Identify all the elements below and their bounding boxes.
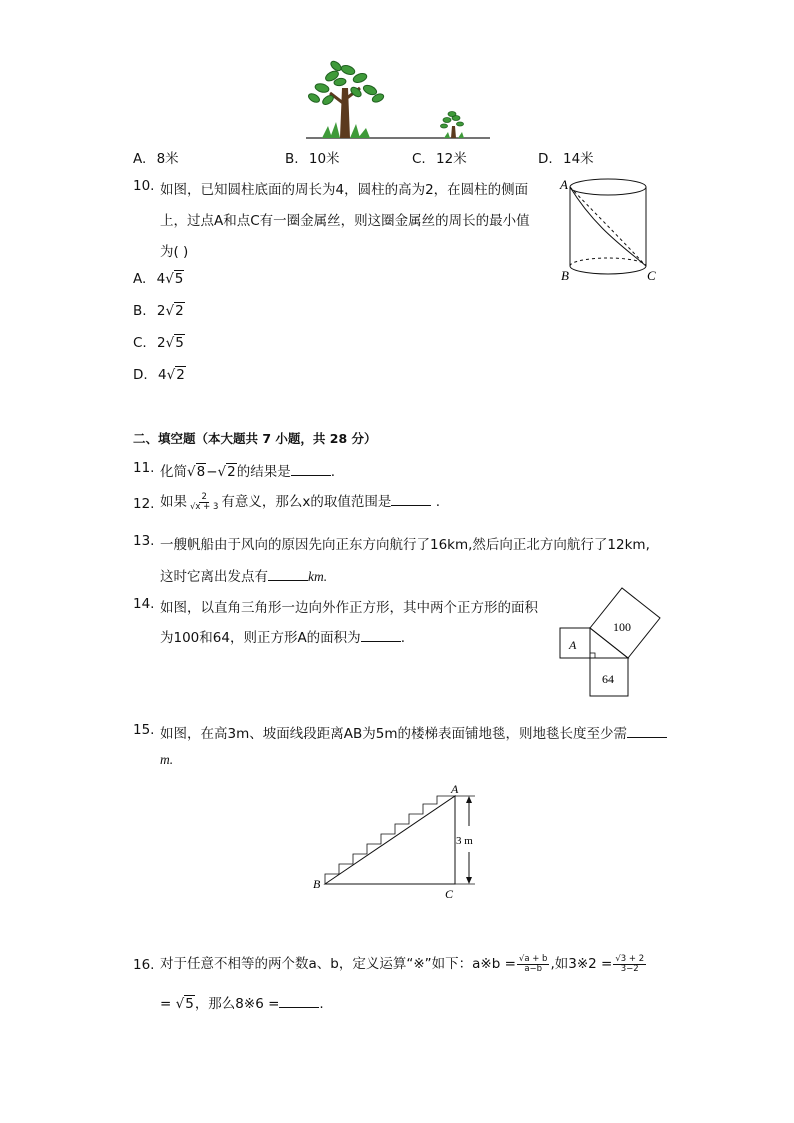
label-64: 64 — [602, 672, 614, 686]
answer-blank[interactable] — [268, 568, 308, 581]
answer-blank[interactable] — [627, 725, 667, 738]
answer-blank[interactable] — [361, 629, 401, 642]
label-b: B — [313, 877, 321, 891]
fraction: $\frac{√3 + 2}{3-2}$ — [615, 953, 645, 974]
q14-number: 14. — [133, 596, 155, 612]
label-c: C — [647, 268, 656, 283]
q10-option-a[interactable] — [133, 271, 184, 287]
q10-line3: 为( ) — [160, 244, 189, 260]
tree-figure — [300, 58, 495, 142]
option-letter: D. — [133, 367, 148, 383]
label-a: A — [451, 782, 459, 796]
q14-line1: 如图，以直角三角形一边向外作正方形，其中两个正方形的面积 — [160, 600, 538, 616]
fraction: $\frac{√a + b}{a-b}$ — [518, 953, 548, 974]
fraction: $\frac{2}{√x + 3}$ — [190, 491, 219, 512]
q10-option-b[interactable] — [133, 303, 185, 319]
label-c: C — [445, 887, 454, 900]
q13-number: 13. — [133, 533, 155, 549]
stairs-figure — [305, 780, 485, 900]
q10-line2: 上，过点A和点C有一圈金属丝，则这圈金属丝的周长的最小值 — [160, 213, 530, 229]
q12-number: 12. — [133, 496, 155, 512]
option-value: 4√2 — [157, 367, 185, 383]
q9-option-a[interactable] — [133, 147, 179, 167]
q12-text: 如果 $\frac{2}{√x + 3}$ 有意义，那么x的取值范围是 . — [160, 491, 440, 512]
option-text: 14米 — [562, 151, 594, 167]
q16-line2: = √5，那么8※6 = . — [160, 996, 324, 1012]
q11-text: 化简√8−√2的结果是 . — [160, 464, 336, 480]
option-letter: A. — [133, 151, 147, 167]
option-letter: C. — [412, 151, 426, 167]
option-value: 2√5 — [157, 335, 184, 351]
option-letter: B. — [285, 151, 299, 167]
answer-blank[interactable] — [391, 493, 431, 506]
label-100: 100 — [613, 620, 631, 634]
q9-option-b[interactable] — [285, 147, 340, 167]
q9-option-c[interactable] — [412, 147, 467, 167]
q10-option-c[interactable] — [133, 335, 185, 351]
q14-line2: 为100和64，则正方形A的面积为 . — [160, 630, 405, 646]
option-letter: C. — [133, 335, 147, 351]
q11-number: 11. — [133, 460, 155, 476]
q15-number: 15. — [133, 722, 155, 738]
q10-option-d[interactable] — [133, 367, 186, 383]
label-b: B — [561, 268, 569, 283]
option-text: 8米 — [156, 151, 179, 167]
option-value: 4√5 — [156, 271, 184, 287]
q16-line1: 对于任意不相等的两个数a、b，定义运算“※”如下：a※b = $\frac{√a + b}{a-b}$ ,如3※2 = $\frac{√3 + 2}{3-2}$ — [160, 953, 645, 974]
q13-line2: 这时它离出发点有 km. — [160, 569, 328, 585]
q16-number: 16. — [133, 957, 155, 973]
option-letter: B. — [133, 303, 147, 319]
section-title: 二、填空题（本大题共 7 小题，共 28 分） — [133, 431, 377, 446]
answer-blank[interactable] — [291, 463, 331, 476]
label-a: A — [569, 638, 577, 652]
option-text: 12米 — [436, 151, 467, 167]
cylinder-figure — [555, 168, 665, 286]
q9-option-d[interactable] — [538, 147, 594, 167]
option-value: 2√2 — [156, 303, 184, 319]
q15-line1: 如图，在高3m、坡面线段距离AB为5m的楼梯表面铺地毯，则地毯长度至少需 — [160, 722, 667, 742]
squares-figure — [555, 585, 670, 705]
q13-line1: 一艘帆船由于风向的原因先向正东方向航行了16km,然后向正北方向航行了12km, — [160, 537, 650, 553]
option-text: 10米 — [308, 151, 340, 167]
q10-line1: 如图，已知圆柱底面的周长为4，圆柱的高为2，在圆柱的侧面 — [160, 182, 529, 198]
label-height: 3 m — [456, 835, 473, 847]
label-a: A — [560, 177, 568, 192]
q10-number: 10. — [133, 178, 155, 194]
q15-line2: m. — [160, 752, 174, 767]
answer-blank[interactable] — [279, 995, 319, 1008]
option-letter: D. — [538, 151, 553, 167]
option-letter: A. — [133, 271, 147, 287]
